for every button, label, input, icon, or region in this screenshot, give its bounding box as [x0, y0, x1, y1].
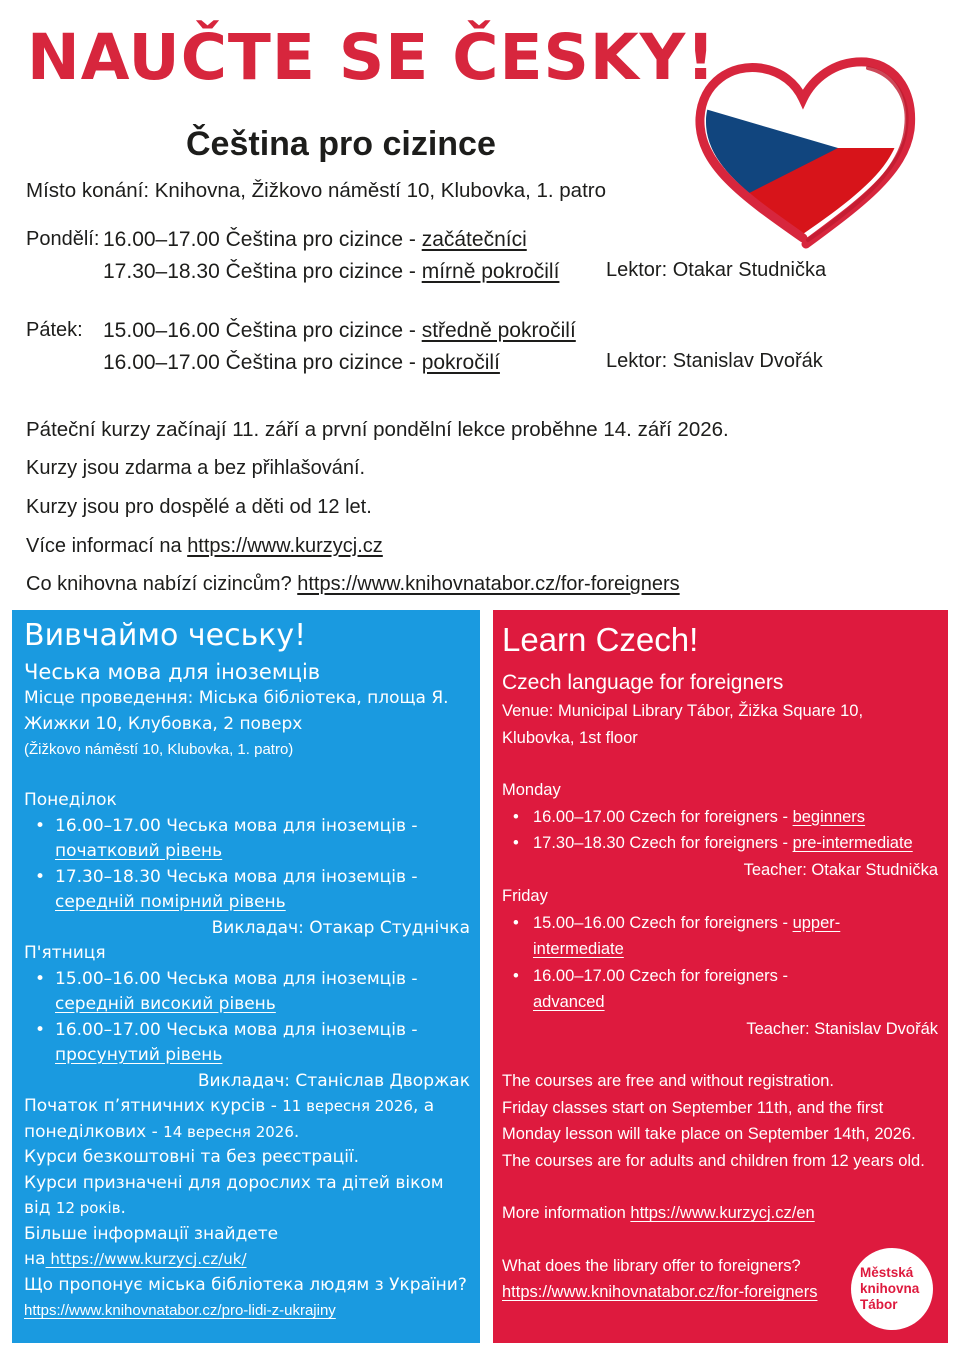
text-part: Курси призначені для дорослих та дітей віком від: [24, 1172, 444, 1218]
list-item: [24, 814, 480, 865]
text-part: , а понеділкових -: [24, 1096, 435, 1142]
lesson-time: 17.30–18.30 Czech for foreigners -: [533, 834, 793, 852]
level-link-beginners[interactable]: začátečníci: [421, 228, 527, 251]
ua-venue-cz: (Žižkovo náměstí 10, Klubovka, 1. patro): [24, 741, 294, 758]
list-item: [24, 967, 480, 1018]
page-title: NAUČTE SE ČESKY!: [27, 21, 717, 94]
en-offer-info: What does the library offer to foreigners?: [502, 1256, 801, 1275]
text-part: на: [24, 1249, 46, 1269]
free-info: Kurzy jsou zdarma a bez přihlašování.: [26, 457, 366, 479]
en-age-info: The courses are for adults and children from 12 years old.: [502, 1151, 925, 1170]
ua-age-info: [24, 1171, 480, 1222]
text-part: More information: [502, 1204, 631, 1222]
en-level-link[interactable]: upper-intermediate: [533, 913, 841, 958]
lesson-time: 16.00–17.00 Čeština pro cizince -: [103, 228, 422, 251]
lesson-time: 15.00–16.00 Čeština pro cizince -: [103, 319, 422, 342]
lesson-time: 15.00–16.00 Czech for foreigners -: [533, 913, 793, 932]
text-part: Початок п’ятничних курсів -: [24, 1096, 283, 1116]
lesson-time: 16.00–17.00 Czech for foreigners -: [533, 966, 788, 985]
monday-label: Pondělí:: [26, 228, 100, 250]
text-part: 12 років: [55, 1199, 121, 1217]
en-subtitle: Czech language for foreigners: [502, 671, 784, 694]
lesson-time: 15.00–16.00 Чеська мова для іноземців -: [55, 968, 418, 989]
logo-line: knihovna: [860, 1281, 920, 1296]
logo-line: Tábor: [860, 1297, 898, 1312]
text-part: 14 вересня 2026: [163, 1122, 294, 1141]
friday-lesson-2: [103, 352, 500, 373]
en-level-link[interactable]: advanced: [533, 993, 605, 1011]
ua-more-info: Більше інформації знайдете: [24, 1223, 279, 1244]
en-monday-teacher: Teacher: Otakar Studnička: [743, 860, 938, 879]
ua-level-link[interactable]: просунутий рівень: [55, 1045, 223, 1065]
ua-friday-teacher: Викладач: Станіслав Дворжак: [197, 1070, 470, 1091]
en-kurzycj-link[interactable]: https://www.kurzycj.cz/en: [630, 1204, 815, 1222]
ua-level-link[interactable]: середній помірний рівень: [55, 892, 286, 912]
ua-knihovna-link[interactable]: https://www.knihovnatabor.cz/pro-lidi-z-ukrajiny: [24, 1302, 336, 1319]
en-level-link[interactable]: beginners: [792, 807, 866, 826]
page-subtitle: Čeština pro cizince: [186, 125, 496, 163]
ua-more-link-line: [24, 1247, 480, 1273]
ukrainian-panel: [12, 610, 480, 1343]
text-part: 11 вересня 2026: [282, 1097, 413, 1115]
ua-monday-label: Понеділок: [24, 790, 117, 810]
more-info: [26, 536, 383, 556]
friday-lesson-1: [103, 320, 576, 341]
lesson-time: 17.30–18.30 Чеська мова для іноземців -: [55, 866, 418, 887]
level-link-pre-intermediate[interactable]: mírně pokročilí: [421, 260, 560, 283]
english-panel: [493, 610, 948, 1343]
en-monday-label: Monday: [502, 781, 561, 799]
more-info-label: Více informací na: [26, 535, 188, 557]
en-knihovna-link[interactable]: https://www.knihovnatabor.cz/for-foreigners: [502, 1283, 818, 1301]
age-info: Kurzy jsou pro dospělé a děti od 12 let.: [26, 496, 372, 518]
offer-info-label: Co knihovna nabízí cizincům?: [26, 573, 298, 595]
en-level-link[interactable]: pre-intermediate: [792, 834, 913, 852]
ua-level-link[interactable]: початковий рівень: [55, 841, 223, 861]
ua-offer-link-line: [24, 1298, 480, 1323]
ua-subtitle: Чеська мова для іноземців: [24, 660, 321, 684]
logo-line: Městská: [860, 1265, 914, 1280]
level-link-advanced[interactable]: pokročilí: [421, 351, 500, 374]
en-friday-list: [502, 910, 948, 1016]
ua-kurzycj-link[interactable]: https://www.kurzycj.cz/uk/: [45, 1250, 247, 1268]
en-more-info: [502, 1200, 948, 1227]
friday-teacher: Lektor: Stanislav Dvořák: [606, 350, 823, 372]
en-monday-list: [502, 804, 948, 857]
list-item: [502, 830, 948, 857]
en-start-info: Friday classes start on September 11th, and the first Monday lesson will take place on September 14th, 2026.: [502, 1098, 916, 1143]
en-title: Learn Czech!: [502, 621, 699, 658]
en-friday-label: Friday: [502, 887, 548, 905]
venue-text: Místo konání: Knihovna, Žižkovo náměstí 10, Klubovka, 1. patro: [26, 179, 607, 202]
ua-offer-info: Що пропонує міська бібліотека людям з України?: [24, 1274, 467, 1295]
start-info: Páteční kurzy začínají 11. září a první pondělní lekce proběhne 14. září 2026.: [26, 418, 729, 441]
lesson-time: 17.30–18.30 Čeština pro cizince -: [103, 260, 422, 283]
library-logo: [851, 1248, 933, 1330]
lesson-time: 16.00–17.00 Czech for foreigners -: [533, 807, 793, 826]
friday-label: Pátek:: [26, 319, 83, 341]
lesson-time: 16.00–17.00 Čeština pro cizince -: [103, 351, 422, 374]
ua-venue: Місце проведення: Міська бібліотека, площа Я. Жижки 10, Клубовка, 2 поверх: [24, 688, 449, 734]
en-free-info: The courses are free and without registration.: [502, 1072, 835, 1090]
ua-monday-list: [24, 814, 480, 916]
monday-lesson-1: [103, 229, 527, 250]
text-part: .: [293, 1121, 300, 1142]
list-item: [502, 963, 858, 1016]
kurzycj-link[interactable]: https://www.kurzycj.cz: [187, 535, 383, 557]
monday-lesson-2: [103, 261, 559, 282]
monday-teacher: Lektor: Otakar Studnička: [606, 259, 827, 281]
ua-start-info: [24, 1094, 480, 1145]
heart-czech-flag-icon: [688, 44, 918, 250]
en-friday-teacher: Teacher: Stanislav Dvořák: [746, 1019, 938, 1038]
lesson-time: 16.00–17.00 Чеська мова для іноземців -: [55, 815, 418, 836]
knihovna-foreigners-link[interactable]: https://www.knihovnatabor.cz/for-foreigners: [297, 573, 680, 595]
ua-friday-label: П'ятниця: [24, 943, 106, 963]
offer-info: [26, 574, 680, 594]
lesson-time: 16.00–17.00 Чеська мова для іноземців -: [55, 1019, 418, 1040]
ua-monday-teacher: Викладач: Отакар Студнічка: [211, 917, 470, 938]
en-venue: Venue: Municipal Library Tábor, Žižka Square 10, Klubovka, 1st floor: [502, 702, 864, 747]
ua-title: Вивчаймо чеську!: [24, 618, 307, 653]
level-link-upper-intermediate[interactable]: středně pokročilí: [421, 319, 576, 342]
ua-friday-list: [24, 967, 480, 1069]
text-part: .: [120, 1198, 126, 1218]
list-item: [24, 865, 480, 916]
ua-free-info: Курси безкоштовні та без реєстрації.: [24, 1147, 360, 1167]
list-item: [24, 1018, 480, 1069]
list-item: [502, 804, 948, 831]
ua-level-link[interactable]: середній високий рівень: [55, 994, 276, 1014]
list-item: [502, 910, 858, 963]
